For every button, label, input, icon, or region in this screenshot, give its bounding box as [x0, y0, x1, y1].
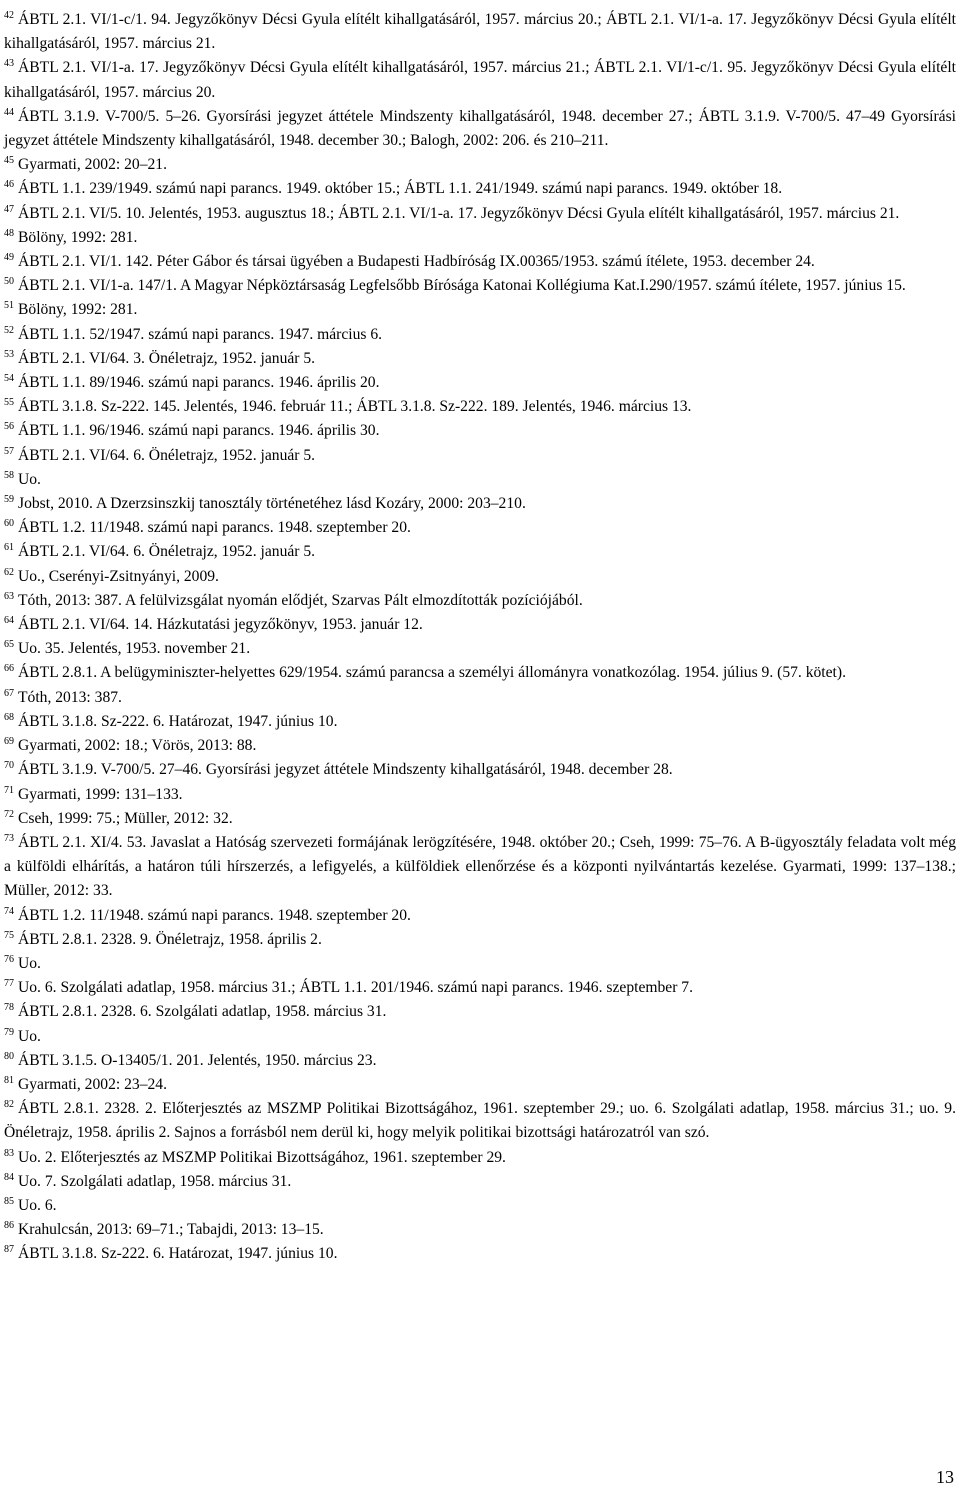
footnote-text: ÁBTL 3.1.8. Sz-222. 6. Határozat, 1947. június 10. [18, 1245, 338, 1263]
footnote-text: Uo., Cserényi-Zsitnyányi, 2009. [18, 567, 219, 585]
footnote [4, 1049, 956, 1073]
footnote-number: 66 [4, 663, 14, 675]
footnote [4, 202, 956, 226]
footnotes-list [4, 8, 956, 1267]
footnote-number: 57 [4, 445, 14, 457]
footnote-text: ÁBTL 2.1. VI/64. 6. Önéletrajz, 1952. január 5. [18, 446, 316, 464]
footnote-number: 67 [4, 687, 14, 699]
footnote-text: Uo. [18, 954, 41, 972]
footnote-number: 85 [4, 1195, 14, 1207]
footnote-number: 73 [4, 832, 14, 844]
footnote [4, 637, 956, 661]
footnote-number: 69 [4, 736, 14, 748]
footnote-number: 75 [4, 929, 14, 941]
footnote [4, 250, 956, 274]
footnote-number: 48 [4, 227, 14, 239]
footnote [4, 976, 956, 1000]
footnote-text: Jobst, 2010. A Dzerzsinszkij tanosztály történetéhez lásd Kozáry, 2000: 203–210. [18, 495, 526, 513]
footnote [4, 1170, 956, 1194]
footnote [4, 1025, 956, 1049]
footnote-number: 53 [4, 348, 14, 360]
footnote-number: 68 [4, 711, 14, 723]
footnote [4, 831, 956, 904]
footnote-number: 59 [4, 494, 14, 506]
footnote-text: Krahulcsán, 2013: 69–71.; Tabajdi, 2013: 13–15. [18, 1221, 324, 1239]
footnote [4, 298, 956, 322]
footnote-number: 64 [4, 615, 14, 627]
footnote [4, 710, 956, 734]
footnote [4, 395, 956, 419]
footnote-text: ÁBTL 2.1. VI/1-c/1. 94. Jegyzőkönyv Décsi Gyula elítélt kihallgatásáról, 1957. március 20.; ÁBTL 2.1. VI/1-a. 17. Jegyzőkönyv Décsi Gyula elítélt kihallgatásáról, 1957. március 21. [4, 11, 956, 53]
footnote-text: Uo. 6. [18, 1196, 57, 1214]
footnote-text: ÁBTL 1.1. 96/1946. számú napi parancs. 1946. április 30. [18, 422, 380, 440]
footnote-number: 56 [4, 421, 14, 433]
footnote-text: ÁBTL 3.1.9. V-700/5. 5–26. Gyorsírási jegyzet áttétele Mindszenty kihallgatásáról, 1948. december 27.; ÁBTL 3.1.9. V-700/5. 47–49 Gyorsírási jegyzet áttétele Mindszenty kihallgatásáról, 1948. december 30.; Balogh, 2002: 206. és 210–211. [4, 107, 956, 150]
footnote [4, 516, 956, 540]
footnote-number: 74 [4, 905, 14, 917]
footnote-number: 58 [4, 469, 14, 481]
footnote-number: 86 [4, 1220, 14, 1232]
footnote-number: 71 [4, 784, 14, 796]
footnote [4, 686, 956, 710]
footnote [4, 928, 956, 952]
footnote [4, 904, 956, 928]
footnote-number: 62 [4, 566, 14, 578]
footnote [4, 347, 956, 371]
footnote-number: 81 [4, 1074, 14, 1086]
footnote [4, 1000, 956, 1024]
footnote-text: ÁBTL 2.1. VI/64. 6. Önéletrajz, 1952. január 5. [18, 543, 316, 561]
footnote-number: 65 [4, 639, 14, 651]
footnote-number: 82 [4, 1099, 14, 1111]
footnote-number: 47 [4, 203, 14, 215]
footnote-text: Uo. [18, 1027, 41, 1045]
footnote [4, 492, 956, 516]
footnote-text: ÁBTL 2.1. VI/5. 10. Jelentés, 1953. augusztus 18.; ÁBTL 2.1. VI/1-a. 17. Jegyzőkönyv Décsi Gyula elítélt kihallgatásáról, 1957. március 21. [18, 204, 900, 222]
footnote-number: 72 [4, 808, 14, 820]
footnote-text: ÁBTL 2.8.1. 2328. 6. Szolgálati adatlap, 1958. március 31. [18, 1003, 387, 1021]
footnote-text: ÁBTL 2.1. VI/64. 3. Önéletrajz, 1952. január 5. [18, 349, 316, 367]
footnote [4, 661, 956, 685]
footnote-number: 46 [4, 179, 14, 191]
footnote-text: ÁBTL 2.8.1. 2328. 2. Előterjesztés az MSZMP Politikai Bizottságához, 1961. szeptember 29.; uo. 6. Szolgálati adatlap, 1958. március 31.; uo. 9. Önéletrajz, 1958. április 2. Sajnos a forrásból nem derül ki, hogy melyik politikai bizottsági határozatról van szó. [4, 1100, 956, 1142]
footnote-text: ÁBTL 2.1. VI/1. 142. Péter Gábor és társai ügyében a Budapesti Hadbíróság IX.00365/1953. számú ítélete, 1953. december 24. [18, 253, 815, 271]
footnote [4, 56, 956, 104]
footnote [4, 371, 956, 395]
footnote-number: 50 [4, 276, 14, 288]
footnote [4, 565, 956, 589]
footnote [4, 758, 956, 782]
footnote-number: 87 [4, 1244, 14, 1256]
footnote [4, 1194, 956, 1218]
footnote [4, 105, 956, 153]
page-number: 13 [936, 1467, 954, 1487]
footnote [4, 274, 956, 298]
footnote-number: 78 [4, 1002, 14, 1014]
footnote-text: Tóth, 2013: 387. A felülvizsgálat nyomán elődjét, Szarvas Pált elmozdították pozíciójából. [18, 591, 583, 609]
footnote-text: ÁBTL 3.1.8. Sz-222. 145. Jelentés, 1946. február 11.; ÁBTL 3.1.8. Sz-222. 189. Jelentés, 1946. március 13. [18, 398, 692, 416]
footnote-number: 52 [4, 324, 14, 336]
footnote [4, 1218, 956, 1242]
footnote-text: ÁBTL 1.2. 11/1948. számú napi parancs. 1948. szeptember 20. [18, 906, 411, 924]
footnote-text: Bölöny, 1992: 281. [18, 228, 138, 246]
footnote-number: 61 [4, 542, 14, 554]
footnote-number: 55 [4, 397, 14, 409]
footnote-text: ÁBTL 2.8.1. 2328. 9. Önéletrajz, 1958. április 2. [18, 930, 322, 948]
footnote-text: ÁBTL 2.1. VI/1-a. 147/1. A Magyar Népköztársaság Legfelsőbb Bírósága Katonai Kollégiuma Kat.I.290/1957. számú ítélete, 1957. június 15. [18, 277, 906, 295]
footnote-text: Gyarmati, 2002: 18.; Vörös, 2013: 88. [18, 737, 257, 755]
footnote-text: Gyarmati, 2002: 23–24. [18, 1075, 167, 1093]
footnote [4, 1097, 956, 1145]
footnote [4, 540, 956, 564]
footnote [4, 419, 956, 443]
footnote-text: ÁBTL 1.1. 89/1946. számú napi parancs. 1946. április 20. [18, 374, 380, 392]
footnote-text: Uo. [18, 470, 41, 488]
footnote-number: 80 [4, 1050, 14, 1062]
footnote-number: 44 [4, 106, 14, 118]
footnote-number: 49 [4, 252, 14, 264]
footnote [4, 226, 956, 250]
footnote [4, 613, 956, 637]
footnote [4, 323, 956, 347]
footnote-text: Gyarmati, 2002: 20–21. [18, 156, 167, 174]
footnote-text: ÁBTL 2.8.1. A belügyminiszter-helyettes 629/1954. számú parancsa a személyi állományra vonatkozólag. 1954. július 9. (57. kötet). [18, 664, 846, 682]
footnote-number: 51 [4, 300, 14, 312]
footnote [4, 807, 956, 831]
footnote-text: ÁBTL 2.1. VI/1-a. 17. Jegyzőkönyv Décsi Gyula elítélt kihallgatásáról, 1957. március 21.; ÁBTL 2.1. VI/1-c/1. 95. Jegyzőkönyv Décsi Gyula elítélt kihallgatásáról, 1957. március 20. [4, 59, 956, 101]
footnote [4, 8, 956, 56]
footnote-number: 43 [4, 58, 14, 70]
footnote-text: Uo. 6. Szolgálati adatlap, 1958. március 31.; ÁBTL 1.1. 201/1946. számú napi parancs. 1946. szeptember 7. [18, 979, 694, 997]
footnote-number: 54 [4, 373, 14, 385]
footnote [4, 589, 956, 613]
footnote-text: ÁBTL 1.1. 52/1947. számú napi parancs. 1947. március 6. [18, 325, 383, 343]
footnote [4, 1073, 956, 1097]
footnote-number: 83 [4, 1147, 14, 1159]
footnote [4, 1242, 956, 1266]
footnote [4, 444, 956, 468]
footnote-text: Gyarmati, 1999: 131–133. [18, 785, 183, 803]
footnote [4, 153, 956, 177]
footnote-number: 45 [4, 155, 14, 167]
footnote-text: Bölöny, 1992: 281. [18, 301, 138, 319]
footnote-text: Uo. 7. Szolgálati adatlap, 1958. március 31. [18, 1172, 292, 1190]
footnote-number: 76 [4, 953, 14, 965]
footnote [4, 468, 956, 492]
footnote-number: 84 [4, 1171, 14, 1183]
footnote-number: 79 [4, 1026, 14, 1038]
footnote-number: 60 [4, 518, 14, 530]
footnote-number: 70 [4, 760, 14, 772]
footnote [4, 734, 956, 758]
footnote [4, 783, 956, 807]
footnote-text: ÁBTL 3.1.8. Sz-222. 6. Határozat, 1947. június 10. [18, 712, 338, 730]
footnote-text: ÁBTL 2.1. VI/64. 14. Házkutatási jegyzőkönyv, 1953. január 12. [18, 616, 423, 634]
footnote-text: Cseh, 1999: 75.; Müller, 2012: 32. [18, 809, 233, 827]
footnote-text: Uo. 35. Jelentés, 1953. november 21. [18, 640, 251, 658]
footnote [4, 952, 956, 976]
footnote [4, 177, 956, 201]
footnote-number: 63 [4, 590, 14, 602]
footnote-text: ÁBTL 3.1.9. V-700/5. 27–46. Gyorsírási jegyzet áttétele Mindszenty kihallgatásáról, 1948. december 28. [18, 761, 673, 779]
footnote-text: ÁBTL 1.2. 11/1948. számú napi parancs. 1948. szeptember 20. [18, 519, 411, 537]
footnote-number: 42 [4, 10, 14, 21]
footnote-text: Tóth, 2013: 387. [18, 688, 122, 706]
footnote-text: Uo. 2. Előterjesztés az MSZMP Politikai Bizottságához, 1961. szeptember 29. [18, 1148, 506, 1166]
footnote-number: 77 [4, 978, 14, 990]
footnote-text: ÁBTL 2.1. XI/4. 53. Javaslat a Hatóság szervezeti formájának lerögzítésére, 1948. október 20.; Cseh, 1999: 75–76. A B-ügyosztály feladata volt még a külföldi elhárítás, a határon túli hírszerzés, a lefigyelés, a külföldiek ellenőrzése és a központi nyilvántartás kezelése. Gyarmati, 1999: 137–138.; Müller, 2012: 33. [4, 833, 956, 900]
footnote [4, 1146, 956, 1170]
footnote-text: ÁBTL 1.1. 239/1949. számú napi parancs. 1949. október 15.; ÁBTL 1.1. 241/1949. számú napi parancs. 1949. október 18. [18, 180, 783, 198]
footnote-text: ÁBTL 3.1.5. O-13405/1. 201. Jelentés, 1950. március 23. [18, 1051, 377, 1069]
